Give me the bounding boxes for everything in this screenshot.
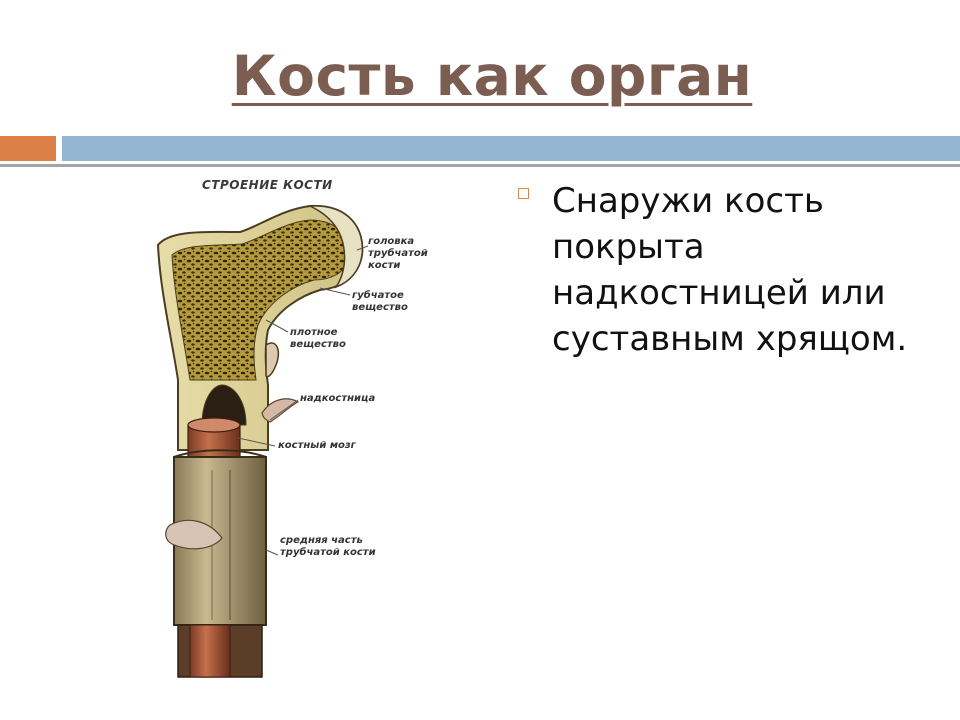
square-bullet-icon <box>518 188 529 199</box>
label-bone-head: головка трубчатой кости <box>368 236 428 271</box>
accent-bar-blue <box>62 136 960 161</box>
figure-title: СТРОЕНИЕ КОСТИ <box>202 178 333 192</box>
bullet-text: Снаружи кость покрыта надкостницей или суставным хрящом. <box>552 181 908 359</box>
slide-title: Кость как орган <box>231 44 753 108</box>
divider-rule <box>0 164 960 167</box>
label-spongy-substance: губчатое вещество <box>352 290 408 313</box>
label-compact-substance: плотное вещество <box>290 327 346 350</box>
label-shaft: средняя часть трубчатой кости <box>280 535 376 558</box>
bone-illustration <box>150 170 480 685</box>
label-periosteum: надкостница <box>300 393 376 404</box>
label-bone-marrow: костный мозг <box>278 440 356 451</box>
bone-structure-figure <box>150 170 480 685</box>
accent-bar-orange <box>0 136 56 161</box>
